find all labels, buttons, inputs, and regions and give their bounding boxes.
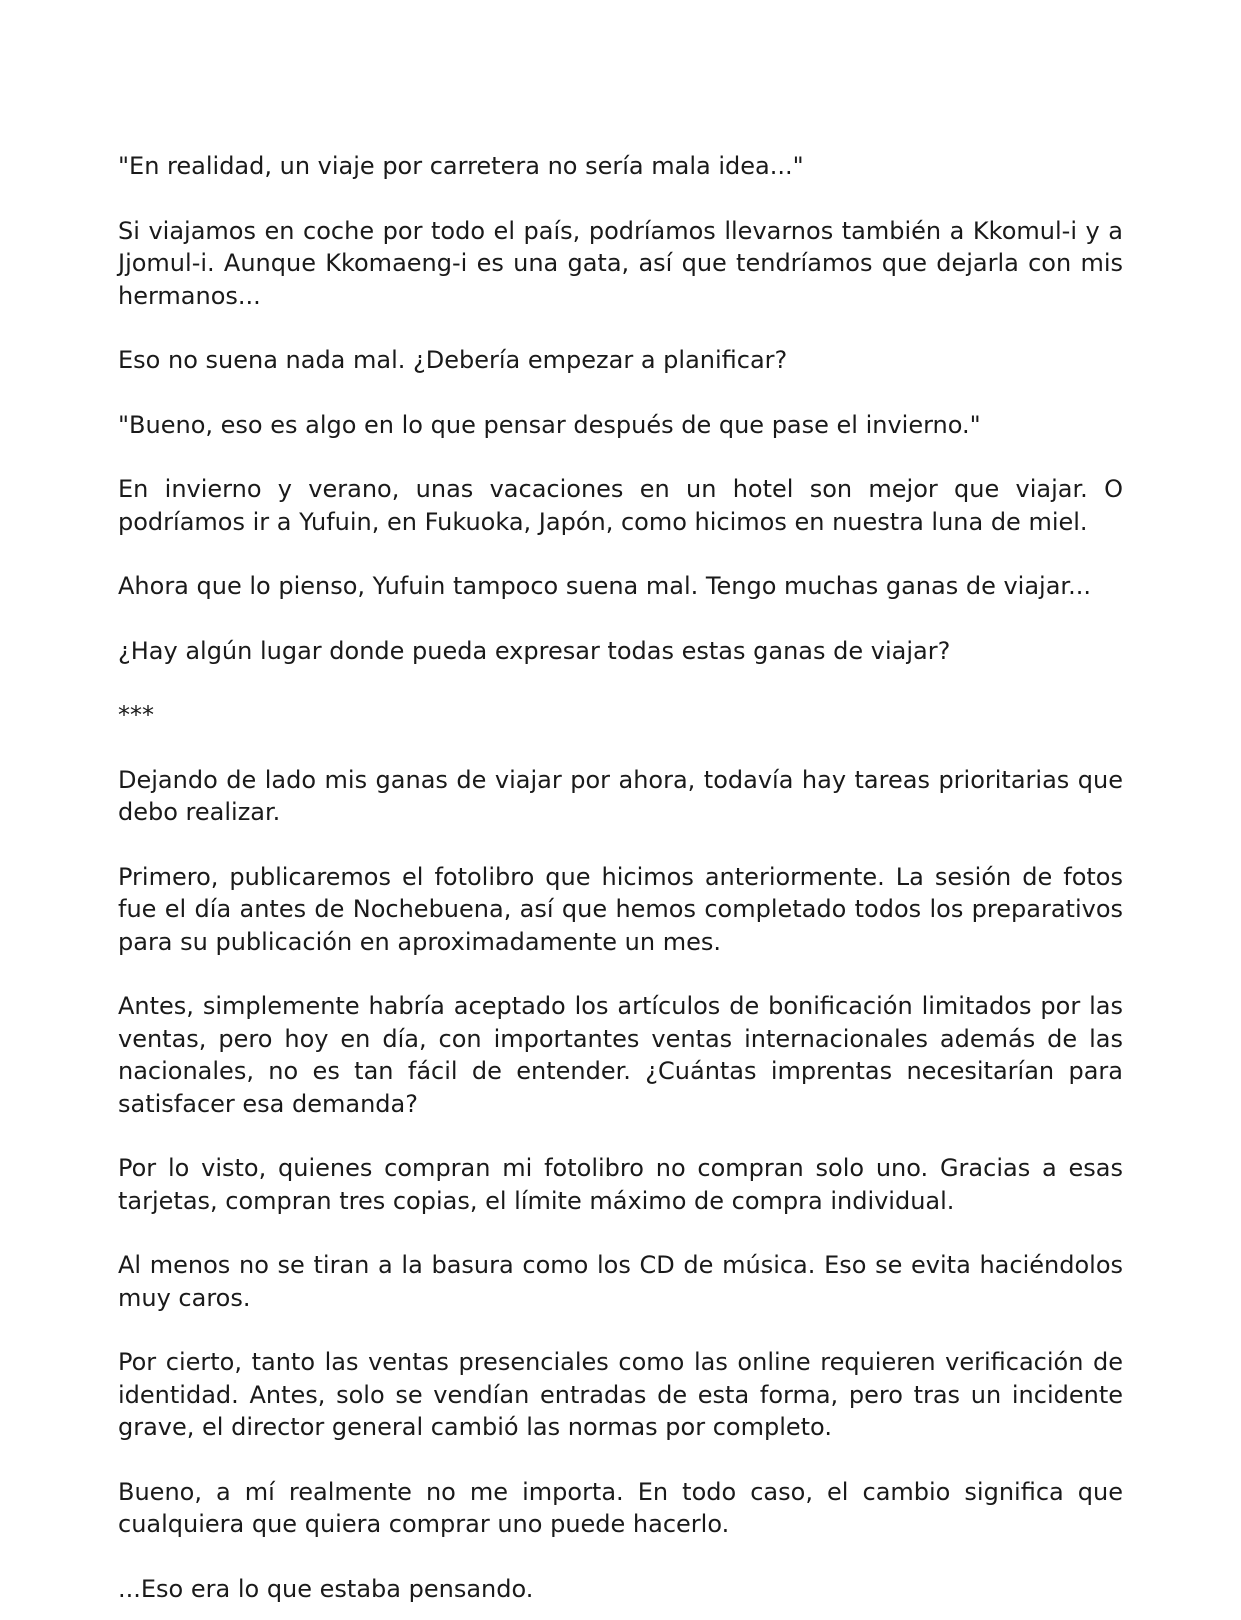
paragraph: Eso no suena nada mal. ¿Debería empezar a planificar? xyxy=(118,346,788,374)
paragraph: Bueno, a mí realmente no me importa. En todo caso, el cambio significa que cualquiera que quiera comprar uno puede hacerlo. xyxy=(118,1477,1123,1538)
paragraph: "Bueno, eso es algo en lo que pensar después de que pase el invierno." xyxy=(118,410,981,439)
paragraph: Primero, publicaremos el fotolibro que hicimos anteriormente. La sesión de fotos fue el día antes de Nochebuena, así que hemos completado todos los preparativos para su publicación en aproximadamente un mes. xyxy=(118,862,1123,956)
paragraph: ...Eso era lo que estaba pensando. xyxy=(118,1574,534,1603)
paragraph: Antes, simplemente habría aceptado los artículos de bonificación limitados por las ventas, pero hoy en día, con importantes ventas internacionales además de las nacionales, no es tan fácil de entender. ¿Cuántas imprentas necesitarían para satisfacer esa demanda? xyxy=(118,992,1123,1118)
document-body xyxy=(118,150,1123,1620)
paragraph: Al menos no se tiran a la basura como los CD de música. Eso se evita haciéndolos muy caros. xyxy=(118,1251,1123,1312)
scene-break: *** xyxy=(118,701,154,729)
paragraph: Por lo visto, quienes compran mi fotolibro no compran solo uno. Gracias a esas tarjetas, compran tres copias, el límite máximo de compra individual. xyxy=(118,1154,1123,1215)
paragraph: En invierno y verano, unas vacaciones en un hotel son mejor que viajar. O podríamos ir a Yufuin, en Fukuoka, Japón, como hicimos en nuestra luna de miel. xyxy=(118,475,1123,536)
paragraph: ¿Hay algún lugar donde pueda expresar todas estas ganas de viajar? xyxy=(118,636,951,665)
paragraph: Dejando de lado mis ganas de viajar por ahora, todavía hay tareas prioritarias que debo realizar. xyxy=(118,765,1123,826)
paragraph: "En realidad, un viaje por carretera no sería mala idea..." xyxy=(118,152,804,180)
paragraph: Si viajamos en coche por todo el país, podríamos llevarnos también a Kkomul-i y a Jjomul-i. Aunque Kkomaeng-i es una gata, así que tendríamos que dejarla con mis hermanos... xyxy=(118,216,1123,310)
paragraph: Ahora que lo pienso, Yufuin tampoco suena mal. Tengo muchas ganas de viajar... xyxy=(118,572,1091,600)
paragraph: Por cierto, tanto las ventas presenciales como las online requieren verificación de identidad. Antes, solo se vendían entradas de esta forma, pero tras un incidente grave, el director general cambió las normas por completo. xyxy=(118,1348,1123,1441)
